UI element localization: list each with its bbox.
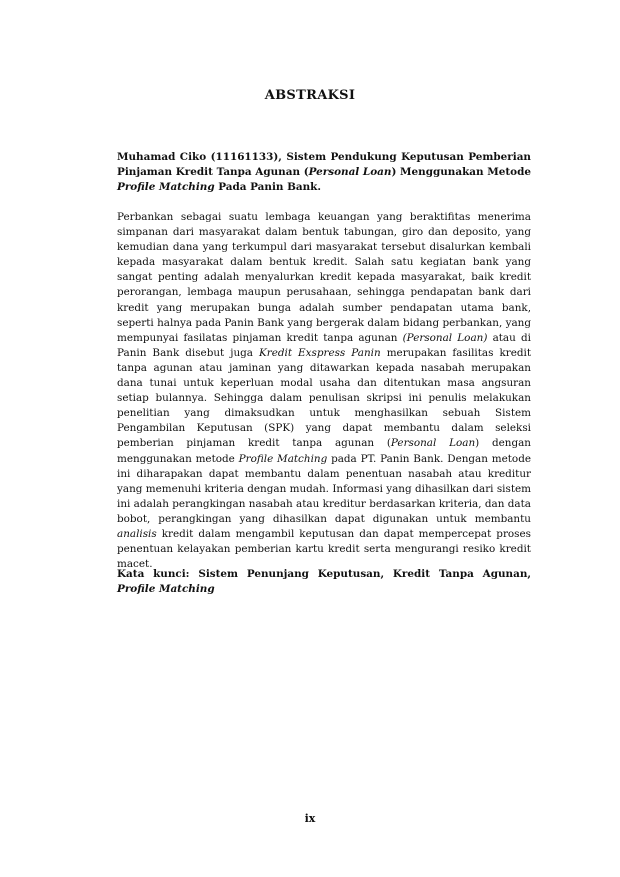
thesis-title-profile-matching: Profile Matching bbox=[117, 181, 215, 194]
keywords bbox=[117, 567, 531, 597]
body-segment-2: atau di Panin Bank disebut juga bbox=[117, 331, 531, 359]
body-segment-6: kredit dalam mengambil keputusan dan dapat mempercepat proses penentuan kelayakan pemberian kartu kredit serta mengurangi resiko kredit macet. bbox=[117, 527, 531, 571]
thesis-title-part1: Sistem Pendukung Keputusan Pemberian Pinjaman Kredit Tanpa Agunan ( bbox=[117, 151, 531, 179]
keywords-text: Kata kunci: Sistem Penunjang Keputusan, Kredit Tanpa Agunan, bbox=[117, 568, 531, 580]
page-number: ix bbox=[304, 812, 316, 825]
thesis-title-part3: Pada Panin Bank. bbox=[218, 181, 321, 194]
keywords-profile-matching: Profile Matching bbox=[117, 583, 215, 596]
abstract-heading bbox=[117, 150, 531, 195]
body-segment-3: merupakan fasilitas kredit tanpa agunan atau jaminan yang ditawarkan kepada nasabah merupakan dana tunai untuk keperluan modal usaha dan ditentukan masa angsuran setiap bulannya. Sehingga dalam penulisan skripsi ini penulis melakukan penelitian yang dimaksudkan untuk menghasilkan sebuah Sistem Pengambilan Keputusan (SPK) yang dapat membantu dalam seleksi pemberian pinjaman kredit tanpa agunan ( bbox=[117, 346, 532, 450]
body-segment-1: Perbankan sebagai suatu lembaga keuangan yang beraktifitas menerima simpanan dari masyarakat dalam bentuk tabungan, giro dan deposito, yang kemudian dana yang terkumpul dari masyarakat tersebut disalurkan kembali kepada masyarakat dalam bentuk kredit. Salah satu kegiatan bank yang sangat penting adalah menyalurkan kredit kepada masyarakat, baik kredit perorangan, lembaga maupun perusahaan, sehingga pendapatan bank dari kredit yang merupakan bunga adalah sumber pendapatan utama bank, seperti halnya pada Panin Bank yang bergerak dalam bidang perbankan, yang mempunyai fasilatas pinjaman kredit tanpa agunan bbox=[117, 211, 531, 344]
body-kredit-express: Kredit Exspress Panin bbox=[259, 346, 381, 359]
thesis-title-part2: ) Menggunakan Metode bbox=[391, 166, 531, 179]
body-segment-5: pada PT. Panin Bank. Dengan metode ini diharapakan dapat membantu dalam penentuan nasabah atau kreditur yang memenuhi kriteria dengan mudah. Informasi yang dihasilkan dari sistem ini adalah perangkingan nasabah atau kreditur berdasarkan kriteria, dan data bobot, perangkingan yang dihasilkan dapat digunakan untuk membantu bbox=[117, 452, 531, 525]
body-profile-matching: Profile Matching bbox=[238, 452, 328, 465]
body-personal-loan: Personal Loan bbox=[390, 437, 476, 450]
thesis-title-personal-loan: Personal Loan bbox=[308, 166, 392, 179]
body-personal-loan-paren: (Personal Loan) bbox=[402, 331, 488, 344]
author-and-id: Muhamad Ciko (11161133), bbox=[117, 151, 282, 163]
body-analisis: analisis bbox=[117, 527, 157, 540]
abstract-body bbox=[117, 210, 531, 572]
body-segment-4: ) dengan menggunakan metode bbox=[117, 437, 531, 465]
page-title: ABSTRAKSI bbox=[264, 88, 356, 103]
